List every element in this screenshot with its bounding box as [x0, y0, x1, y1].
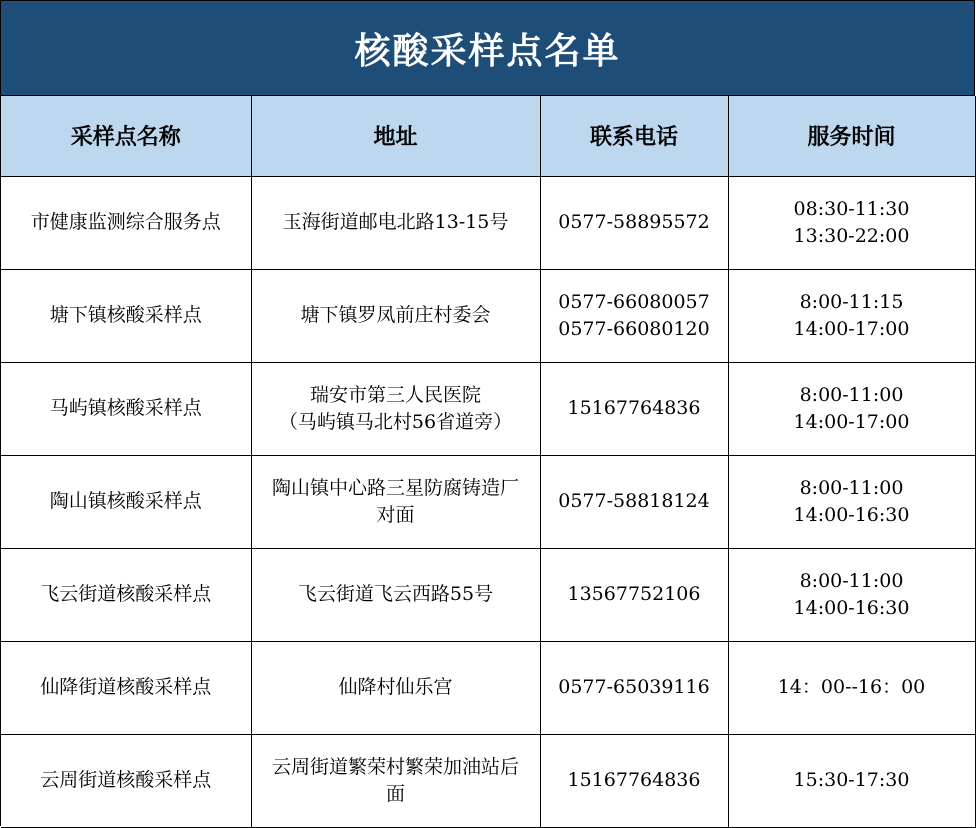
site-name-cell: 陶山镇核酸采样点: [1, 455, 251, 548]
service-hours-cell: [728, 269, 975, 362]
address-line: 云周街道繁荣村繁荣加油站后: [271, 755, 519, 778]
hours-line: 08:30-11:30: [793, 197, 910, 220]
phone-number: 13567752106: [567, 583, 701, 605]
service-hours-cell: [728, 176, 975, 269]
phone-number: 0577-66080120: [558, 317, 710, 340]
address-cell: [251, 734, 540, 827]
table-row: [1, 176, 975, 269]
hours-line: 8:00-11:00: [799, 383, 904, 406]
table-row: [1, 362, 975, 455]
hours-line: 15:30-17:30: [793, 769, 910, 791]
address-line: 飞云街道飞云西路55号: [297, 583, 494, 605]
phone-cell: [540, 734, 728, 827]
table-header-row: [1, 96, 975, 176]
address-cell: [251, 548, 540, 641]
address-line: 仙降村仙乐宫: [338, 676, 453, 698]
phone-number: 15167764836: [567, 769, 701, 791]
phone-cell: [540, 176, 728, 269]
address-line: 陶山镇中心路三星防腐铸造厂: [271, 476, 519, 499]
phone-cell: [540, 641, 728, 734]
address-cell: [251, 362, 540, 455]
phone-number: 0577-58895572: [558, 211, 710, 233]
header-phone: 联系电话: [540, 96, 728, 176]
table-body: [1, 176, 975, 827]
address-cell: [251, 269, 540, 362]
table-row: [1, 455, 975, 548]
hours-line: 8:00-11:15: [799, 290, 904, 313]
table-row: [1, 548, 975, 641]
header-service-hours: 服务时间: [728, 96, 975, 176]
hours-line: 14:00-17:00: [793, 410, 910, 433]
address-line: 瑞安市第三人民医院: [309, 383, 481, 406]
hours-line: 8:00-11:00: [799, 476, 904, 499]
hours-line: 14:00-16:30: [793, 596, 910, 619]
address-line: 塘下镇罗凤前庄村委会: [300, 304, 491, 326]
phone-cell: [540, 269, 728, 362]
service-hours-cell: [728, 734, 975, 827]
service-hours-cell: [728, 548, 975, 641]
site-name-cell: 飞云街道核酸采样点: [1, 548, 251, 641]
address-line: 面: [385, 782, 405, 805]
header-site-name: 采样点名称: [1, 96, 251, 176]
phone-cell: [540, 455, 728, 548]
hours-line: 14：00--16：00: [777, 676, 926, 698]
address-cell: [251, 455, 540, 548]
site-name-cell: 塘下镇核酸采样点: [1, 269, 251, 362]
hours-line: 8:00-11:00: [799, 569, 904, 592]
phone-number: 15167764836: [567, 397, 701, 419]
site-name-cell: 市健康监测综合服务点: [1, 176, 251, 269]
service-hours-cell: [728, 455, 975, 548]
phone-number: 0577-65039116: [558, 676, 710, 698]
address-line: （马屿镇马北村56省道旁）: [278, 410, 513, 433]
hours-line: 14:00-17:00: [793, 317, 910, 340]
address-cell: [251, 641, 540, 734]
sampling-sites-table: [1, 96, 976, 828]
hours-line: 13:30-22:00: [793, 224, 910, 247]
phone-cell: [540, 548, 728, 641]
phone-cell: [540, 362, 728, 455]
site-name-cell: 云周街道核酸采样点: [1, 734, 251, 827]
table-row: [1, 641, 975, 734]
address-cell: [251, 176, 540, 269]
page-title: 核酸采样点名单: [1, 1, 975, 96]
site-name-cell: 仙降街道核酸采样点: [1, 641, 251, 734]
service-hours-cell: [728, 641, 975, 734]
address-line: 玉海街道邮电北路13-15号: [282, 211, 509, 233]
table-row: [1, 734, 975, 827]
phone-number: 0577-66080057: [558, 290, 710, 313]
site-name-cell: 马屿镇核酸采样点: [1, 362, 251, 455]
address-line: 对面: [376, 503, 415, 526]
table-row: [1, 269, 975, 362]
service-hours-cell: [728, 362, 975, 455]
hours-line: 14:00-16:30: [793, 503, 910, 526]
phone-number: 0577-58818124: [558, 490, 710, 512]
header-address: 地址: [251, 96, 540, 176]
